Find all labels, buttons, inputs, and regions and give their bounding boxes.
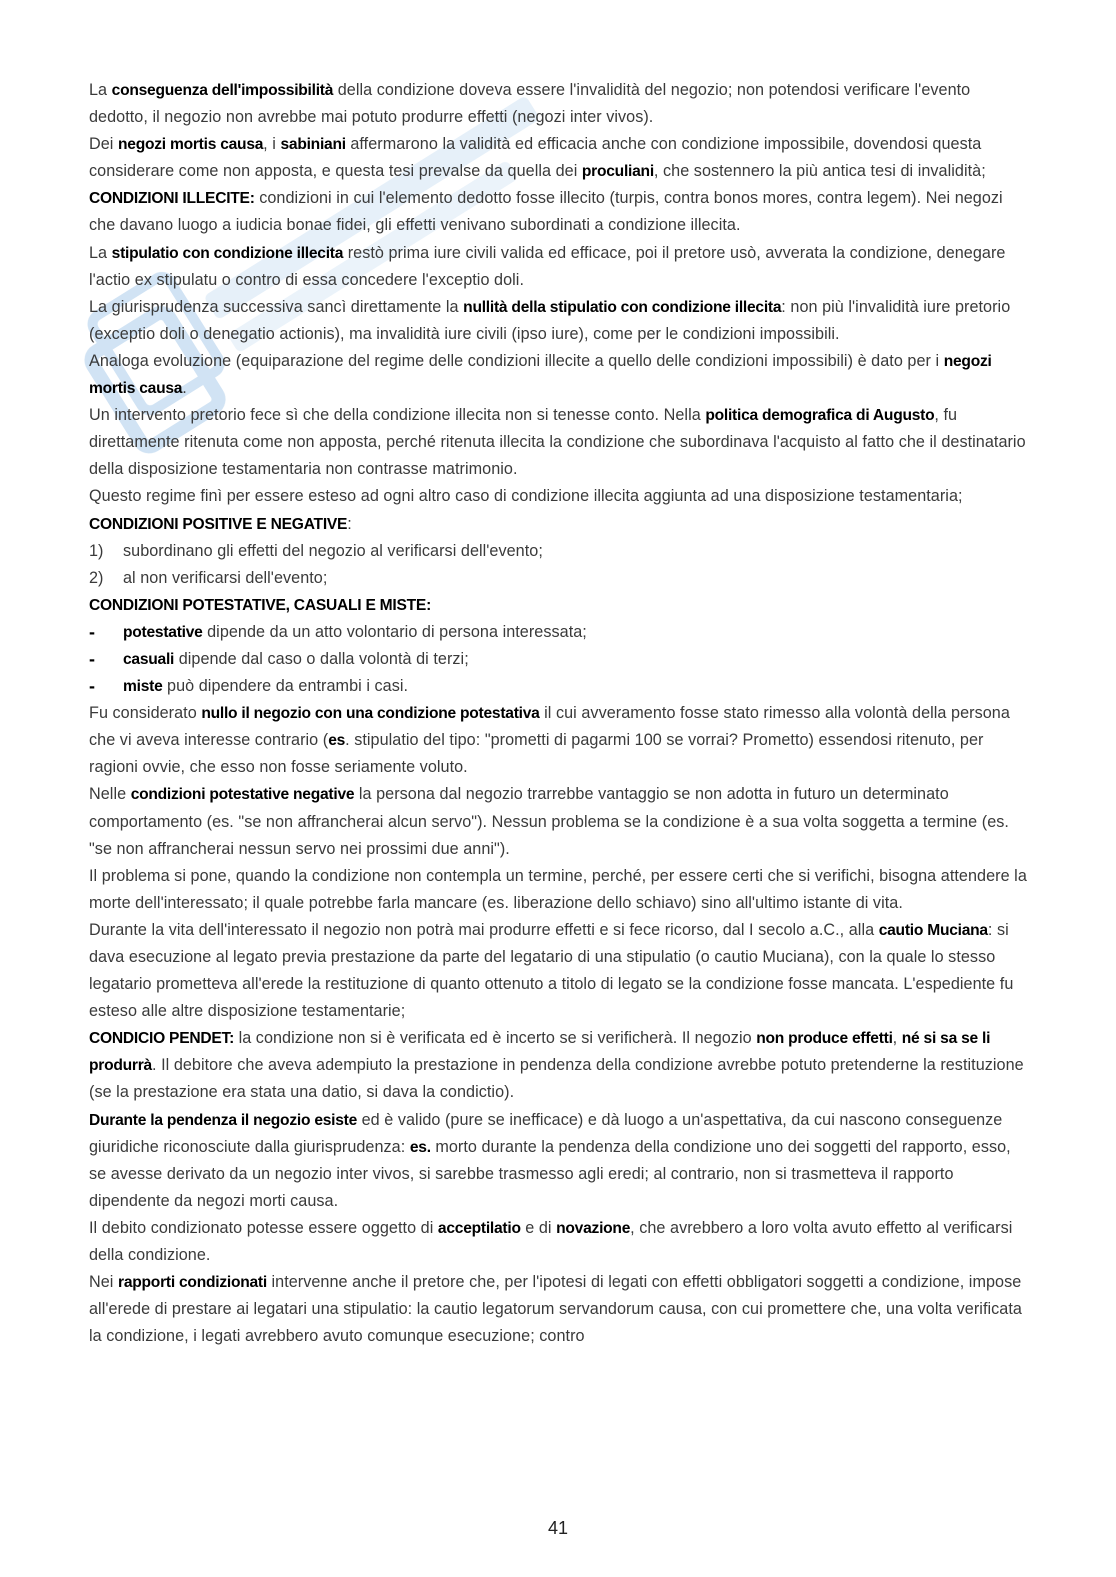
keyword: rapporti condizionati — [118, 1274, 267, 1292]
keyword: nullo il negozio con una condizione potestativa — [201, 705, 540, 723]
keyword: Durante la pendenza il negozio esiste — [89, 1111, 358, 1129]
keyword: politica demografica di Augusto — [705, 407, 935, 425]
page-number: 41 — [547, 1518, 569, 1538]
paragraph: Un intervento pretorio fece sì che della condizione illecita non si tenesse conto. Nella politica demografica di Augusto, fu direttamente ritenuta come non apposta, perché ritenuta illecita la condizione che subordinava l'acquisto al fatto che il destinatario della disposizione testamentaria non contrasse matrimonio. — [89, 406, 1026, 479]
keyword: stipulatio con condizione illecita — [111, 244, 344, 262]
paragraph — [89, 592, 1029, 619]
list-item-text: subordinano gli effetti del negozio al verificarsi dell'evento; — [123, 541, 543, 560]
page-body — [89, 77, 1029, 1350]
keyword: potestative — [123, 623, 203, 641]
list-item — [89, 646, 1029, 673]
section-heading: CONDICIO PENDET: — [89, 1030, 235, 1048]
keyword: casuali — [123, 650, 175, 668]
paragraph: La conseguenza dell'impossibilità della condizione doveva essere l'invalidità del negozio; non potendosi verificare l'evento dedotto, il negozio non avrebbe mai potuto produrre effetti (negozi inter vivos). — [89, 81, 971, 127]
keyword: negozi mortis causa — [118, 136, 264, 154]
list-item-text: al non verificarsi dell'evento; — [123, 568, 328, 587]
list-item-text: dipende dal caso o dalla volontà di terzi; — [174, 649, 469, 668]
paragraph: Dei negozi mortis causa, i sabiniani affermarono la validità ed efficacia anche con condizione impossibile, dovendosi questa considerare come non apposta, e questa tesi prevalse da quella dei proculiani, che sostennero la più antica tesi di invalidità; — [89, 135, 986, 181]
paragraph: Analoga evoluzione (equiparazione del regime delle condizioni illecite a quello delle condizioni impossibili) è dato per i negozi mortis causa. — [89, 351, 992, 398]
keyword: né si sa se li produrrà — [89, 1030, 991, 1075]
paragraph: CONDIZIONI POSITIVE E NEGATIVE: — [89, 514, 352, 533]
keyword: es — [328, 732, 346, 750]
paragraph: Fu considerato nullo il negozio con una condizione potestativa il cui avveramento fosse stato rimesso alla volontà della persona che vi aveva interesse contrario (es. stipulatio del tipo: "prometti di pagarmi 100 se vorrai? Prometto) essendosi ritenuto, per ragioni ovvie, che esso non fosse seriamente voluto. — [89, 704, 1010, 777]
list-item-text: può dipendere da entrambi i casi. — [162, 677, 409, 696]
paragraph: CONDICIO PENDET: la condizione non si è verificata ed è incerto se si verificherà. Il negozio non produce effetti, né si sa se li produrrà. Il debitore che aveva adempiuto la prestazione in pendenza della condizione avrebbe potuto pretenderne la restituzione (se la prestazione era stata una datio, si dava la condictio). — [89, 1029, 1024, 1102]
keyword: novazione — [556, 1219, 631, 1237]
list-item — [89, 619, 1029, 646]
list-marker: - — [89, 648, 96, 669]
paragraph: Nei rapporti condizionati intervenne anche il pretore che, per l'ipotesi di legati con effetti obbligatori soggetti a condizione, impose all'erede di prestare ai legatari una stipulatio: la cautio legatorum servandorum causa, con cui promettere che, una volta verificata la condizione, i legati avrebbero avuto comunque esecuzione; contro — [89, 1273, 1022, 1346]
list-marker: 1) — [89, 541, 104, 560]
paragraph: Il debito condizionato potesse essere oggetto di acceptilatio e di novazione, che avrebbero a loro volta avuto effetto al verificarsi della condizione. — [89, 1218, 1013, 1265]
keyword: condizioni potestative negative — [130, 786, 355, 804]
paragraph: CONDIZIONI ILLECITE: condizioni in cui l'elemento dedotto fosse illecito (turpis, contra bonos mores, contra legem). Nei negozi che davano luogo a iudicia bonae fidei, gli effetti venivano subordinati a condizione illecita. — [89, 189, 1003, 235]
list-marker: - — [89, 676, 96, 697]
keyword: cautio Muciana — [878, 921, 988, 939]
keyword: sabiniani — [280, 136, 346, 154]
paragraph: Questo regime finì per essere esteso ad ogni altro caso di condizione illecita aggiunta ad una disposizione testamentaria; — [89, 487, 963, 506]
section-heading: CONDIZIONI POTESTATIVE, CASUALI E MISTE: — [89, 596, 432, 614]
paragraph: Nelle condizioni potestative negative la persona dal negozio trarrebbe vantaggio se non adotta in futuro un determinato comportamento (es. "se non affrancherai alcun servo"). Nessun problema se la condizione è a sua volta soggetta a termine (es. "se non affrancherai nessun servo nei prossimi due anni"). — [89, 785, 1009, 858]
list-item — [89, 538, 1029, 565]
keyword: es. — [409, 1138, 431, 1156]
keyword: acceptilatio — [437, 1219, 521, 1237]
paragraph: Il problema si pone, quando la condizione non contempla un termine, perché, per essere certi che si verifichi, bisogna attendere la morte dell'interessato; il quale potrebbe farla mancare (es. liberazione dello schiavo) sino all'ultimo istante di vita. — [89, 866, 1027, 912]
keyword: negozi mortis causa — [89, 352, 992, 398]
keyword: non produce effetti — [756, 1030, 893, 1048]
list-item-text: dipende da un atto volontario di persona interessata; — [202, 622, 587, 641]
paragraph: La stipulatio con condizione illecita restò prima iure civili valida ed efficace, poi il pretore usò, avverata la condizione, denegare l'actio ex stipulatu o contro di essa concedere l'exceptio doli. — [89, 243, 1006, 289]
keyword: miste — [123, 678, 163, 696]
list-item — [89, 565, 1029, 592]
list-marker: - — [89, 621, 96, 642]
keyword: proculiani — [581, 163, 654, 181]
section-heading: CONDIZIONI POSITIVE E NEGATIVE — [89, 515, 348, 533]
list-item — [89, 673, 1029, 700]
paragraph: Durante la vita dell'interessato il negozio non potrà mai produrre effetti e si fece ricorso, dal I secolo a.C., alla cautio Muciana: si dava esecuzione al legato previa prestazione da parte del legatario di una stipulatio (o cautio Muciana), con la quale lo stesso legatario prometteva all'erede la restituzione di quanto ottenuto a titolo di legato se la condizione fosse mancata. L'espediente fu esteso alle altre disposizione testamentarie; — [89, 920, 1014, 1021]
section-heading: CONDIZIONI ILLECITE: — [89, 190, 255, 208]
paragraph: Durante la pendenza il negozio esiste ed è valido (pure se inefficace) e dà luogo a un'aspettativa, da cui nascono conseguenze giuridiche riconosciute dalla giurisprudenza: es. morto durante la pendenza della condizione uno dei soggetti del rapporto, esso, se avesse derivato da un negozio inter vivos, si sarebbe trasmesso agli eredi; al contrario, non si trasmetteva il rapporto dipendente da negozi morti causa. — [89, 1110, 1011, 1210]
keyword: conseguenza dell'impossibilità — [111, 82, 334, 99]
keyword: nullità della stipulatio con condizione illecita — [463, 298, 782, 316]
paragraph: La giurisprudenza successiva sancì direttamente la nullità della stipulatio con condizione illecita: non più l'invalidità iure pretorio (exceptio doli o denegatio actionis), ma invalidità iure civili (ipso iure), come per le condizioni impossibili. — [89, 297, 1011, 343]
list-marker: 2) — [89, 568, 104, 587]
